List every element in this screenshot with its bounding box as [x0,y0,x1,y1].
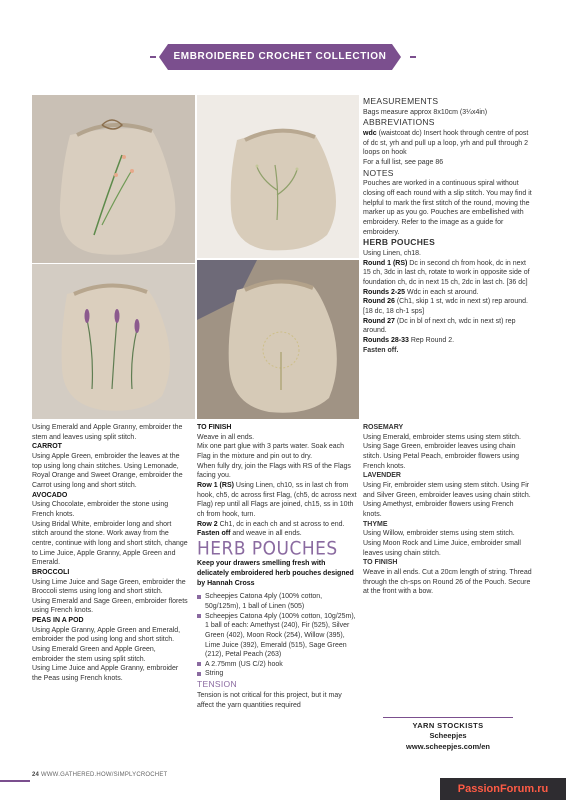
pattern-round-1 [363,259,533,288]
column-herb-embroidery [363,423,533,597]
fasten-off-label: Fasten off [197,530,231,538]
round-27-text: (Dc in bl of next ch, wdc in next st) rep around. [363,317,516,335]
rounds-2-25-text: Wdc in each st around. [405,288,479,296]
rosemary-heading: ROSEMARY [363,424,404,431]
pouch-photo-lavender [32,264,195,419]
pattern-using: Using Linen, ch18. [363,250,421,258]
carrot-heading: CARROT [32,443,62,451]
lavender-heading: LAVENDER [363,472,401,480]
pattern-fasten-off: Fasten off. [363,346,399,354]
broccoli-heading: BROCCOLI [32,568,70,576]
pattern-rounds-28-33 [363,336,533,346]
carrot-text: Using Apple Green, embroider the leaves at the top using long chain stitches. Using Lemonade, Royal Orange and Sweet Orange, embroider the Carrot using long and short stitch. [32,452,183,489]
column-finish-and-materials [197,423,357,710]
notes-text: Pouches are worked in a continuous spiral without closing off each round with a slip stitch. You may find it helpful to mark the first stitch of the round, moving the marker up as you go. Pouches are embellished with embroidery. Refer to the image as a guide for embroidery. [363,180,532,236]
to-finish-text-2: Weave in all ends. Cut a 20cm length of string. Thread through the ch-sps on Round 26 of the Pouch. Secure at the front with a bow. [363,568,532,596]
pattern-round-27 [363,317,533,336]
banner-dash-right [410,56,416,58]
material-item: Scheepjes Catona 4ply (100% cotton, 50g/125m), 1 ball of Linen (505) [197,592,357,611]
round-26-label: Round 26 [363,298,395,306]
notes-heading: NOTES [363,167,394,178]
footer-site[interactable]: WWW.GATHERED.HOW/SIMPLYCROCHET [40,772,168,778]
banner-title: EMBROIDERED CROCHET COLLECTION [173,51,387,62]
to-finish-heading: TO FINISH [197,424,232,431]
abbr-term: wdc [363,130,377,138]
finish-line-3: When fully dry, join the Flags with RS of the Flags facing you. [197,462,351,480]
materials-list [197,592,357,679]
page-footer [32,771,167,779]
abbr-text: (waistcoat dc) Insert hook through centre of post of dc st, yrh and pull up a loop, yrh and pull through 2 loops on hook [363,130,529,157]
stockists-name: Scheepjes [429,731,467,741]
row-1-label: Row 1 (RS) [197,481,234,489]
round-27-label: Round 27 [363,317,395,325]
rounds-28-33-text: Rep Round 2. [408,337,455,344]
pattern-round-26 [363,297,533,316]
material-item: String [197,669,357,679]
finish-row-1 [197,481,357,520]
pouch-photo-thyme [197,95,359,258]
material-item: Scheepjes Catona 4ply (100% cotton, 10g/25m), 1 ball of each: Amethyst (240), Fir (525), Silver Green (402), Moon Rock (254), Willow (395), Lime Juice (392), Emerald (515), Sage Green (212), Petal Peach (263) [197,612,357,660]
row-1-text: Using Linen, ch10, ss in last ch from hook, ch5, dc across first Flag, (ch5, dc across next Flag) rep until all Flags are joined, ch15, ss in 10th ch from hook, turn. [197,481,357,518]
herb-pouches-heading: HERB POUCHES [363,237,436,248]
page-number: 24 [32,772,40,778]
pouch-photo-herb [197,260,359,419]
stockists-title: YARN STOCKISTS [412,721,484,730]
material-item: A 2.75mm (US C/2) hook [197,660,357,670]
column-pattern [363,96,533,355]
broccoli-text-2: Using Emerald and Sage Green, embroider florets using French knots. [32,597,188,615]
column-embroidery-vegetables [32,423,188,684]
rounds-2-25-label: Rounds 2-25 [363,288,406,296]
round-26-text: (Ch1, skip 1 st, wdc in next st) rep around. [18 dc, 18 ch-1 sps] [363,298,528,316]
rosemary-text: Using Emerald, embroider stems using stem stitch. Using Sage Green, embroider leaves using chain stitch. Using Petal Peach, embroider flowers using French knots. [363,433,521,470]
intro-text: Keep your drawers smelling fresh with delicately embroidered herb pouches designed by Hannah Cross [197,560,354,587]
abbr-more: For a full list, see page 86 [363,159,444,167]
lead-text: Using Emerald and Apple Granny, embroider the stem and leaves using split stitch. [32,424,183,441]
finish-line-2: Mix one part glue with 3 parts water. Soak each Flag in the mixture and pin out to dry. [197,443,345,460]
footer-accent [0,780,30,782]
avocado-text-2: Using Bridal White, embroider long and short stitch around the stone. Work away from the centre, continue with long and short stitch, change to Lime Juice, Apple Granny, Apple Green and Emerald. [32,520,188,567]
thyme-text: Using Willow, embroider stems using stem stitch. Using Moon Rock and Lime Juice, embroider small leaves using chain stitch. [363,530,521,557]
tension-heading: TENSION [197,679,237,690]
measurements-text: Bags measure approx 8x10cm (3¼x4in) [363,108,488,116]
thyme-heading: THYME [363,520,388,528]
round-1-text: Dc in second ch from hook, dc in next 15 ch, 3dc in last ch, rotate to work in opposite side of foundation ch, dc in next 15 ch, 2dc in last ch. [36 dc] [363,259,530,287]
banner-dash-left [150,56,156,58]
to-finish-heading-2: TO FINISH [363,559,398,567]
row-2-label: Row 2 [197,520,218,528]
peas-heading: PEAS IN A POD [32,617,84,625]
abbreviations-heading: ABBREVIATIONS [363,117,435,128]
stockists-url[interactable]: www.scheepjes.com/en [406,741,490,751]
measurements-heading: MEASUREMENTS [363,96,439,106]
broccoli-text-1: Using Lime Juice and Sage Green, embroider the Broccoli stems using long and short stitch. [32,578,186,596]
lavender-text: Using Fir, embroider stem using stem stitch. Using Fir and Silver Green, embroider leaves using chain stitch. Using Amethyst, embroider flowers using French knots. [363,481,531,518]
peas-text-2: Using Emerald Green and Apple Green, embroider the stem using split stitch. [32,646,156,663]
yarn-stockists-box [383,717,513,752]
fasten-off-text: and weave in all ends. [230,530,302,538]
pattern-rounds-2-25 [363,288,533,298]
pouch-photo-rosemary [32,95,195,263]
collection-banner [168,44,392,70]
peas-text-1: Using Apple Granny, Apple Green and Emerald, embroider the pod using long and short stitch. [32,626,181,644]
round-1-label: Round 1 (RS) [363,259,408,267]
peas-text-3: Using Lime Juice and Apple Granny, embroider the Peas using French knots. [32,665,179,683]
row-2-text: Ch1, dc in each ch and st across to end. [217,520,345,528]
abbreviation-wdc [363,129,533,158]
herb-pouches-title: HERB POUCHES [197,537,338,560]
finish-line-1: Weave in all ends. [197,433,255,441]
avocado-heading: AVOCADO [32,491,68,499]
avocado-text-1: Using Chocolate, embroider the stone using French knots. [32,501,169,518]
watermark: PassionForum.ru [440,778,566,800]
rounds-28-33-label: Rounds 28-33 [363,337,409,344]
finish-row-2 [197,520,357,530]
tension-text: Tension is not critical for this project, but it may affect the yarn quantities required [197,691,342,709]
